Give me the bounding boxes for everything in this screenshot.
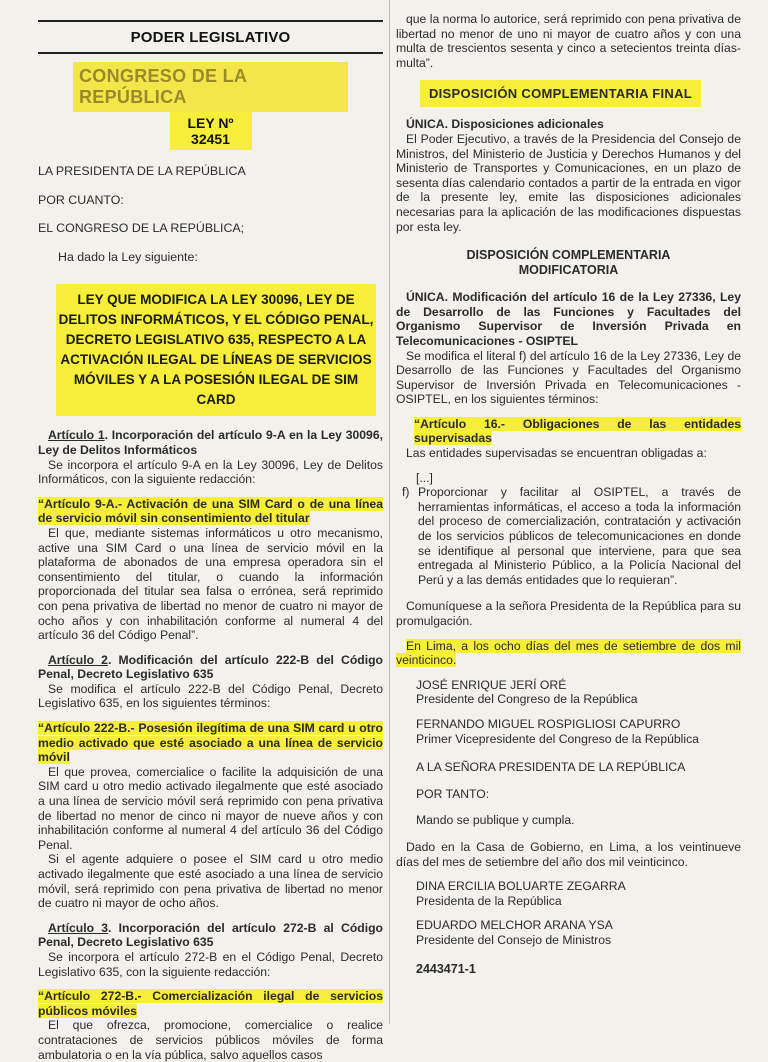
article-272b-heading: “Artículo 272-B.- Comercialización ilegal de servicios públicos móviles [38,989,383,1018]
article-222b-body: El que provea, comercialice o facilite la adquisición de una SIM card u otro medio activado ilegalmente que esté asociado a una línea de servicio móvil será reprimido con pena privativa de libertad no menor de cinco ni mayor de nueve años y con inhabilitación conforme al numeral 4 del artículo 36 del Código Penal. [38,764,383,852]
mando: Mando se publique y cumpla. [416,813,575,828]
signature-4 [396,918,741,947]
article-3-text: Se incorpora el artículo 272-B en el Código Penal, Decreto Legislativo 635, con la siguiente redacción: [38,949,383,979]
right-column [396,0,741,976]
congreso-title: CONGRESO DE LA REPÚBLICA [73,62,348,112]
signatory-role: Presidenta de la República [416,893,562,908]
column-divider [389,0,390,1024]
article-1-text: Se incorpora el artículo 9-A en la Ley 30096, Ley de Delitos Informáticos, con la siguiente redacción: [38,457,383,487]
a-la-senora: A LA SEÑORA PRESIDENTA DE LA REPÚBLICA [416,760,686,775]
document-code: 2443471-1 [416,961,476,976]
dado-en: Dado en la Casa de Gobierno, en Lima, a los veintinueve días del mes de setiembre del año dos mil veinticinco. [396,839,741,869]
article-9a-body: El que, mediante sistemas informáticos u otro mecanismo, active una SIM Card o una línea de servicio móvil en la plataforma de abonados de una empresa operadora sin el consentimiento del titular, o cuando la información proporcionada del titular sea falsa o errónea, será reprimido con pena privativa de libertad no menor de cuatro ni mayor de ocho años y con inhabilitación conforme al numeral 4 del artículo 36 del Código Penal”. [38,525,383,643]
article-222b-body-2: Si el agente adquiere o posee el SIM card u otro medio activado ilegalmente que esté asociado a una línea de servicio móvil, será reprimido con pena privativa de libertad no menor de cuatro ni mayor de ocho años. [38,852,383,911]
signature-3 [396,879,741,908]
article-2-text: Se modifica el artículo 222-B del Código Penal, Decreto Legislativo 635, en los siguientes términos: [38,681,383,711]
article-222b-heading: “Artículo 222-B.- Posesión ilegítima de una SIM card u otro medio activado que esté asociado a una línea de servicio móvil [38,721,383,765]
comuniquese: Comuníquese a la señora Presidenta de la República para su promulgación. [396,599,741,628]
article-3-heading [38,921,383,950]
signature-2 [396,717,741,746]
disposicion-modificatoria-title: DISPOSICIÓN COMPLEMENTARIA MODIFICATORIA [466,248,671,278]
left-column [38,0,383,1062]
ellipsis: [...] [416,470,433,485]
intro-line: Ha dado la Ley siguiente: [58,249,198,264]
article-272b-body: El que ofrezca, promocione, comercialice o realice contrataciones de servicios públicos móviles de forma ambulatoria o en la vía pública, salvo aquellos casos [38,1018,383,1062]
article-272b-continuation: que la norma lo autorice, será reprimido con pena privativa de libertad no menor de uno ni mayor de cuatro años y con una multa de trescientos sesenta y cinco a setecientos treinta días-multa”. [396,12,741,70]
intro-line: LA PRESIDENTA DE LA REPÚBLICA [38,164,246,178]
por-tanto: POR TANTO: [416,786,490,801]
article-1-title: . Incorporación del artículo 9-A en la Ley 30096, Ley de Delitos Informáticos [38,428,383,457]
unica-2-heading: ÚNICA. Modificación del artículo 16 de la Ley 27336, Ley de Desarrollo de las Funciones y Facultades del Organismo Supervisor de Inversión Privada en Telecomunicaciones - OSIPTEL [396,290,741,348]
signatory-name: DINA ERCILIA BOLUARTE ZEGARRA [416,879,626,894]
congreso-banner [73,68,348,106]
disposicion-final-title: DISPOSICIÓN COMPLEMENTARIA FINAL [420,80,701,107]
intro-line: POR CUANTO: [38,192,124,207]
lima-date: En Lima, a los ocho días del mes de setiembre de dos mil veinticinco. [396,638,741,668]
unica-1-text: El Poder Ejecutivo, a través de la Presidencia del Consejo de Ministros, del Ministerio de Justicia y Derechos Humanos y del Ministerio de Transportes y Comunicaciones, en un plazo de sesenta días calendario contados a partir de la entrada en vigor de la presente ley, emite las disposiciones adicionales necesarias para la aplicación de las modificaciones dispuestas por esta ley. [396,131,741,234]
signatory-name: FERNANDO MIGUEL ROSPIGLIOSI CAPURRO [416,716,681,731]
article-9a-heading: “Artículo 9-A.- Activación de una SIM Card o de una línea de servicio móvil sin consentimiento del titular [38,496,383,526]
literal-f-text: Proporcionar y facilitar al OSIPTEL, a través de herramientas informáticas, el acceso a toda la información del proceso de comercialización, contratación y activación de los servicios públicos de telecomunicaciones en donde se identifique al personal que interviene, para que sea entregada al Ministerio Público, a la Policía Nacional del Perú y a las demás entidades que lo requieran”. [418,485,741,587]
article-3-label: Artículo 3 [48,920,109,935]
literal-f-label: f) [402,485,410,500]
law-title: LEY QUE MODIFICA LA LEY 30096, LEY DE DELITOS INFORMÁTICOS, Y EL CÓDIGO PENAL, DECRETO LEGISLATIVO 635, RESPECTO A LA ACTIVACIÓN ILEGAL DE LÍNEAS DE SERVICIOS MÓVILES Y A LA POSESIÓN ILEGAL DE SIM CARD [56,284,376,416]
intro-line: EL CONGRESO DE LA REPÚBLICA; [38,221,245,236]
article-2-label: Artículo 2 [48,652,108,667]
signatory-role: Primer Vicepresidente del Congreso de la República [416,731,699,746]
article-1-label: Artículo 1 [48,428,105,443]
article-16-text: Las entidades supervisadas se encuentran obligadas a: [406,446,707,461]
signature-1 [396,678,741,707]
article-2-heading [38,653,383,682]
article-3-title: . Incorporación del artículo 272-B al Código Penal, Decreto Legislativo 635 [38,920,383,950]
article-2-title: . Modificación del artículo 222-B del Código Penal, Decreto Legislativo 635 [38,652,383,682]
section-header: PODER LEGISLATIVO [38,20,383,54]
article-1-heading [38,428,383,457]
unica-2-text: Se modifica el literal f) del artículo 16 de la Ley 27336, Ley de Desarrollo de las Funciones y Facultades del Organismo Supervisor de Inversión Privada en Telecomunicaciones - OSIPTEL, en los siguientes términos: [396,348,741,407]
literal-f [396,485,741,587]
article-16-heading: “Artículo 16.- Obligaciones de las entidades supervisadas [414,416,741,446]
signatory-name: EDUARDO MELCHOR ARANA YSA [416,918,613,933]
signatory-name: JOSÉ ENRIQUE JERÍ ORÉ [416,677,567,692]
signatory-role: Presidente del Consejo de Ministros [416,932,612,947]
unica-1-heading: ÚNICA. Disposiciones adicionales [406,117,604,132]
signatory-role: Presidente del Congreso de la República [416,692,638,707]
law-number: LEY Nº 32451 [170,112,252,150]
